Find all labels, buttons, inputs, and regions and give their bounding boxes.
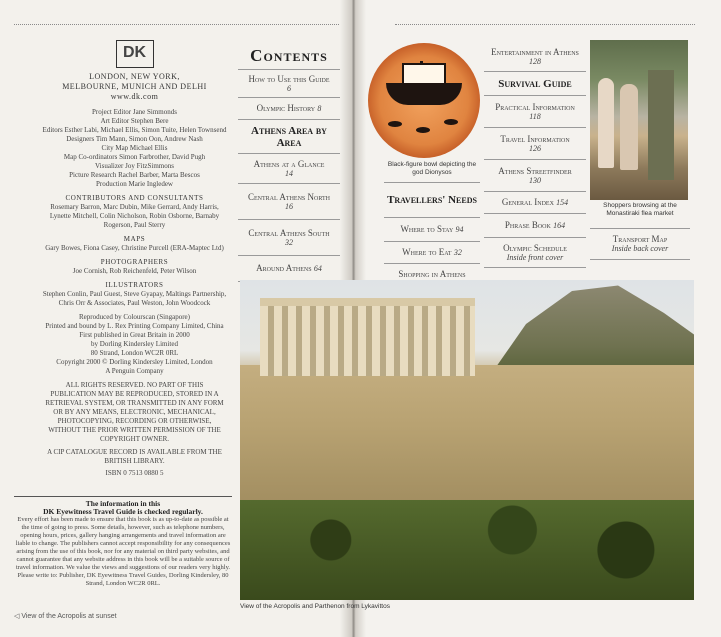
contents-entry[interactable]: Transport Map Inside back cover [590,228,690,260]
print-line: First published in Great Britain in 2000 [79,331,190,339]
contents-entry[interactable]: Where to Stay 94 [384,218,480,242]
contents-column-3 [484,42,586,268]
contents-entry[interactable]: Central Athens North 16 [238,184,340,220]
imprint-line: Production Marie Ingledew [96,180,173,188]
contents-entry[interactable]: Entertainment in Athens 128 [484,42,586,72]
contents-entry[interactable]: Athens Streetfinder 130 [484,160,586,192]
contents-entry[interactable]: Olympic History 8 [238,98,340,120]
acropolis-photo [240,280,694,600]
contents-entry[interactable]: General Index 154 [484,192,586,214]
info-title-1: The information in this [85,499,161,508]
black-figure-bowl-image [368,43,480,158]
contents-column-4 [590,228,690,260]
contents-entry[interactable]: Where to Eat 32 [384,242,480,264]
print-line: Reproduced by Colourscan (Singapore) [79,313,190,321]
imprint-line: Art Editor Stephen Bere [100,117,169,125]
contents-entry[interactable]: Shopping in Athens [384,264,480,294]
print-line: Copyright 2000 © Dorling Kindersley Limited, London [56,358,213,366]
rights-text: ALL RIGHTS RESERVED. NO PART OF THIS PUBLICATION MAY BE REPRODUCED, STORED IN A RETRIEVAL SYSTEM, OR TRANSMITTED IN ANY FORM OR BY ANY MEANS, ELECTRONIC, MECHANICAL, PHOTOCOPYING, RECORDING OR OTHERWISE, WITHOUT THE PRIOR WRITTEN PERMISSION OF THE COPYRIGHT OWNER. [45,381,224,443]
imprint-line: Project Editor Jane Simmonds [92,108,177,116]
imprint-line: Picture Research Rachel Barber, Marta Bescos [69,171,200,179]
info-title-2: DK Eyewitness Travel Guide is checked regularly. [43,507,203,516]
dk-logo: DK [116,40,154,68]
contents-entry[interactable]: Around Athens 64 [238,256,340,282]
contents-entry[interactable]: Athens at a Glance 14 [238,154,340,184]
page-footer: ◁ View of the Acropolis at sunset [14,613,117,620]
contents-section[interactable]: Athens Area by Area [238,120,340,154]
bowl-caption: Black-figure bowl depicting the god Dionysos [387,161,477,176]
info-box [14,496,232,588]
imprint-line: City Map Michael Ellis [101,144,168,152]
illustrators-text: Stephen Conlin, Paul Guest, Steve Gyapay, Maltings Partnership, Chris Orr & Associates, Paul Weston, John Woodcock [42,290,227,307]
illustrators-heading: ILLUSTRATORS [105,281,164,289]
info-body: Every effort has been made to ensure that this book is as up-to-date as possible at the time of going to press. Some details, however, such as telephone numbers, opening hours, prices, gallery hanging arrangements and travel information are liable to change. The publishers cannot accept responsibility for any consequences arising from the use of this book, nor for any material on third party websites, and cannot guarantee that any website address in this book will be a suitable source of travel information. We value the views and suggestions of our readers very highly. Please write to: Publisher, DK Eyewitness Travel Guides, Dorling Kindersley, 80 Strand, London WC2R 0RL. [15,516,231,587]
contributors-heading: CONTRIBUTORS AND CONSULTANTS [65,194,204,202]
contributors-text: Rosemary Barron, Marc Dubin, Mike Gerrard, Andy Harris, Lynette Mitchell, Colin Nicholson, Robin Osborne, Barnaby Rogerson, Paul Sterry [49,203,220,229]
imprint-line: Designers Tim Mann, Simon Oon, Andrew Nash [66,135,203,143]
contents-entry[interactable]: Travel Information 126 [484,128,586,160]
top-rule-right [395,24,695,25]
contents-section[interactable]: Survival Guide [484,72,586,96]
imprint-line: Map Co-ordinators Simon Farbrother, David Pugh [63,153,206,161]
print-line: 80 Strand, London WC2R 0RL [90,349,179,357]
contents-column-1 [238,42,340,282]
isbn-text: ISBN 0 7513 0880 5 [105,469,164,477]
photographers-heading: PHOTOGRAPHERS [100,258,169,266]
print-line: by Dorling Kindersley Limited [91,340,178,348]
contents-entry[interactable]: How to Use this Guide 6 [238,70,340,98]
flea-market-image [590,40,688,200]
imprint-line: Editors Esther Labi, Michael Ellis, Simon Tuite, Helen Townsend [42,126,227,134]
market-caption: Shoppers browsing at the Monastiraki flea market [603,202,677,217]
cip-text: A CIP CATALOGUE RECORD IS AVAILABLE FROM THE BRITISH LIBRARY. [47,448,222,465]
print-line: A Penguin Company [105,367,164,375]
imprint-line: Visualizer Joy FitzSimmons [95,162,174,170]
imprint-cities-1: LONDON, NEW YORK, [89,72,180,81]
contents-entry[interactable]: Central Athens South 32 [238,220,340,256]
acropolis-caption: View of the Acropolis and Parthenon from Lykavittos [240,603,390,610]
contents-entry[interactable]: Olympic Schedule Inside front cover [484,238,586,268]
print-line: Printed and bound by L. Rex Printing Company Limited, China [45,322,224,330]
top-rule-left [14,24,339,25]
contents-column-2 [384,182,480,294]
contents-heading: Contents [238,42,340,70]
contents-section[interactable]: Travellers' Needs [384,182,480,218]
imprint-cities-2: MELBOURNE, MUNICH AND DELHI [62,82,207,91]
contents-entry[interactable]: Phrase Book 164 [484,214,586,238]
contents-entry[interactable]: Practical Information 118 [484,96,586,128]
imprint-url: www.dk.com [110,92,159,101]
maps-heading: MAPS [123,235,146,243]
imprint-block [42,40,227,478]
photographers-text: Joe Cornish, Rob Reichenfeld, Peter Wilson [72,267,197,275]
maps-text: Gary Bowes, Fiona Casey, Christine Purcell (ERA-Maptec Ltd) [45,244,224,252]
